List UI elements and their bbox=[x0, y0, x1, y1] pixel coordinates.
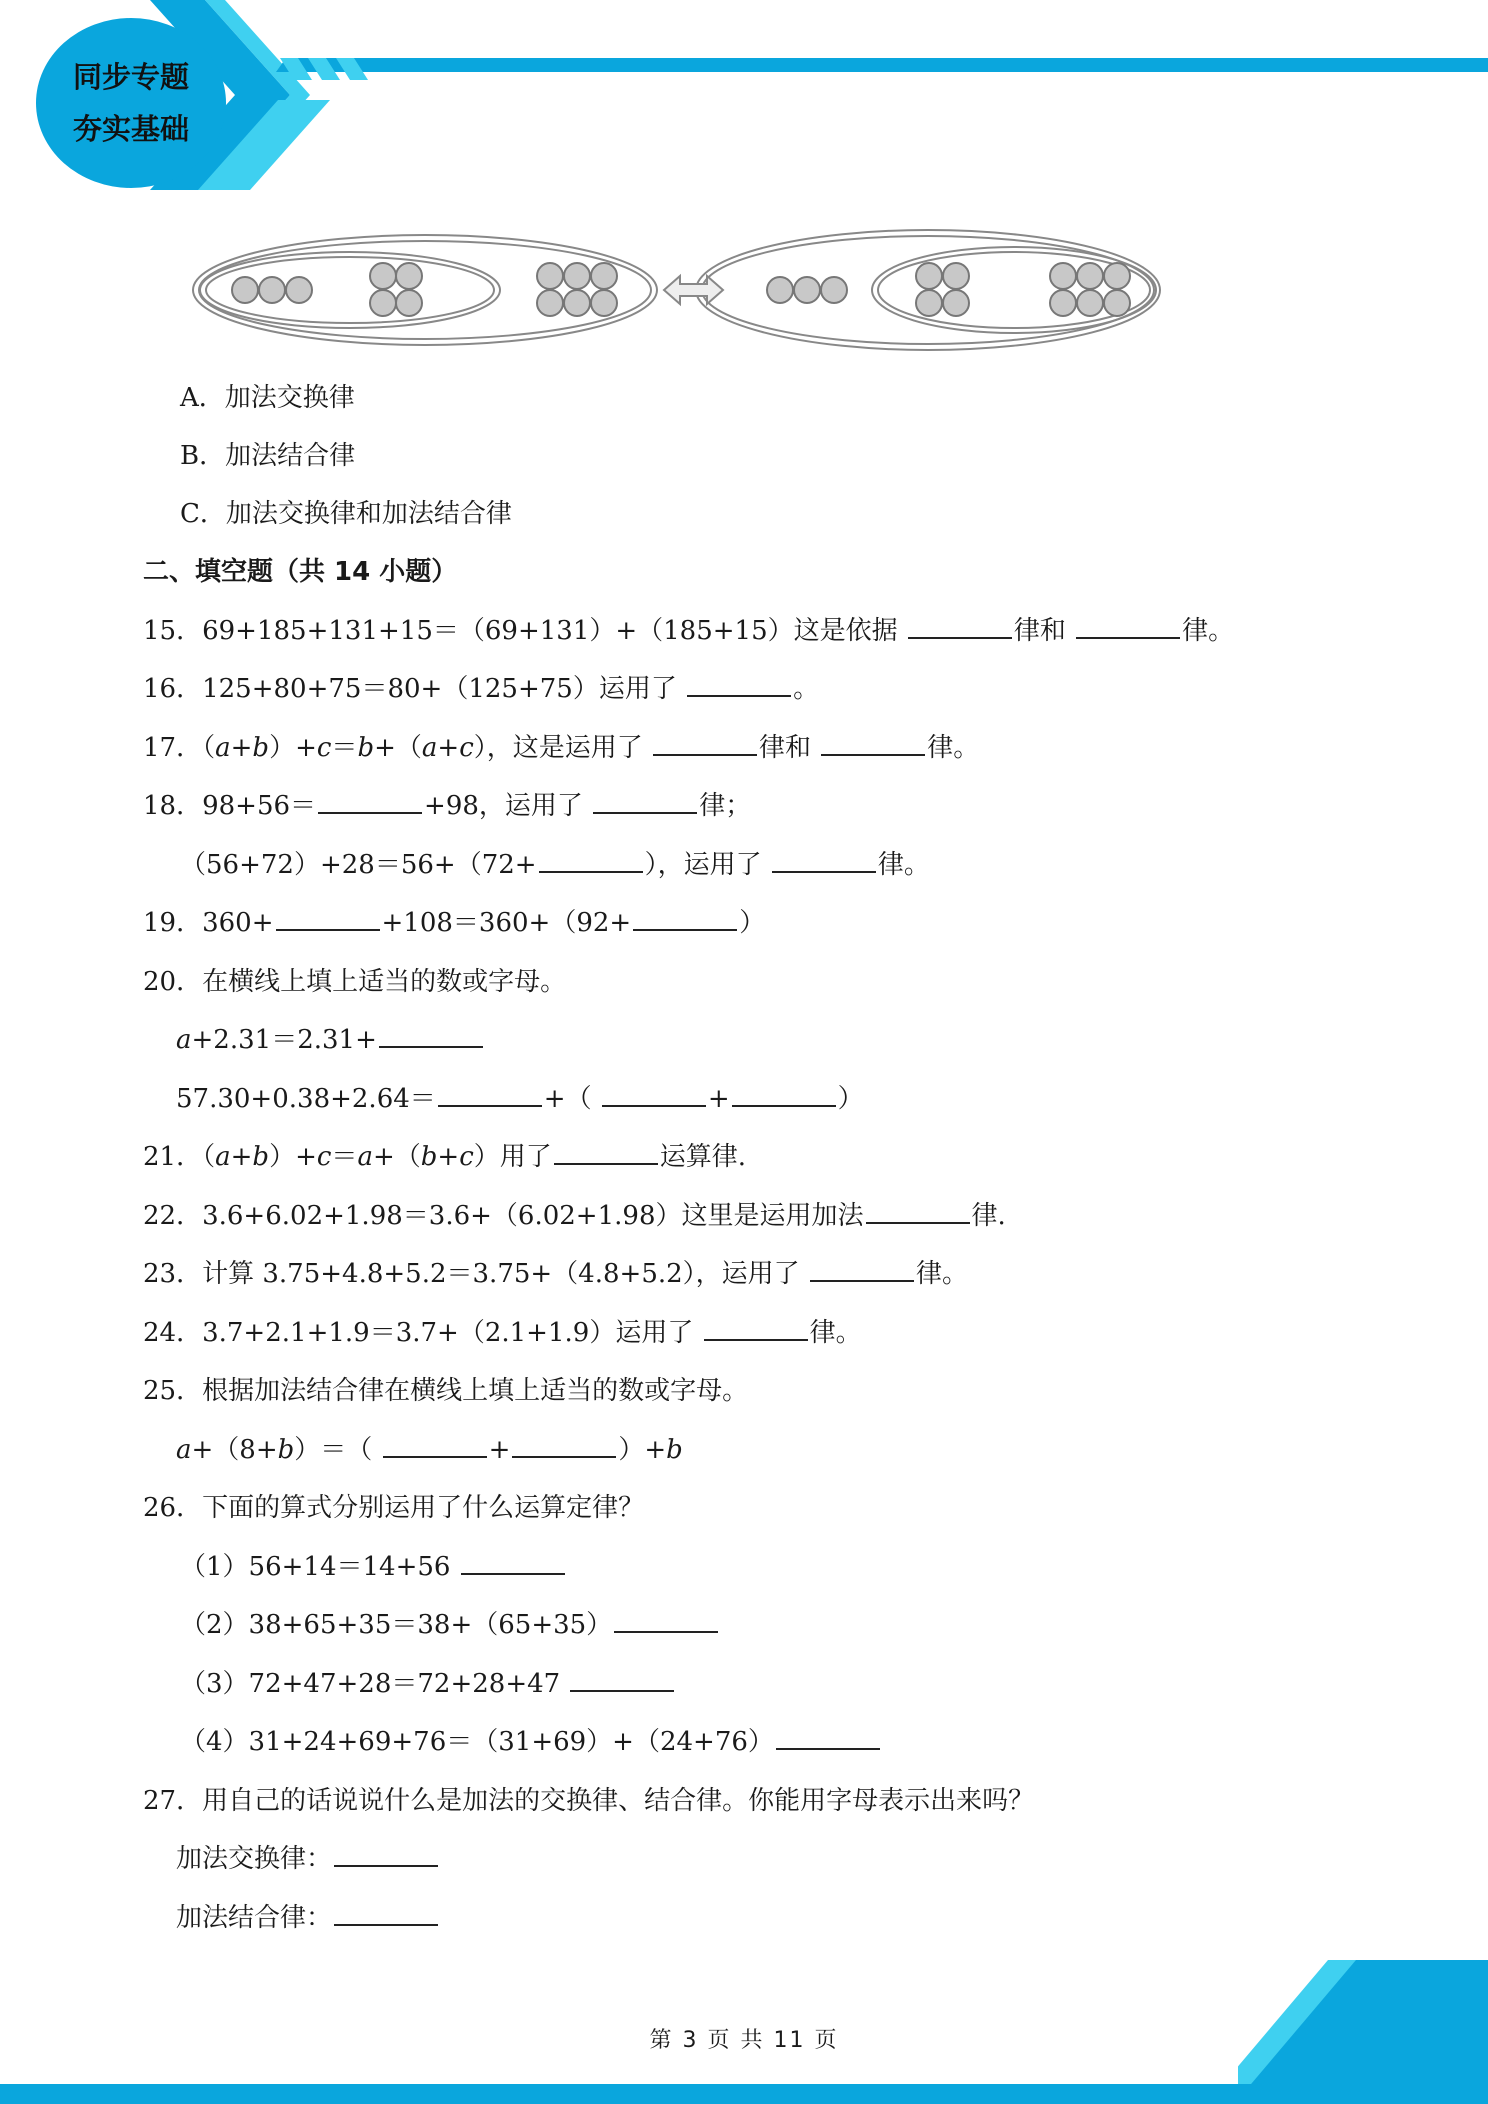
answer-blank[interactable] bbox=[653, 732, 757, 756]
answer-blank[interactable] bbox=[772, 849, 876, 873]
question-26-title: 26．下面的算式分别运用了什么运算定律？ bbox=[143, 1493, 645, 1523]
q16-text: 16．125+80+75＝80+（125+75）运用了 bbox=[143, 674, 686, 704]
var: c bbox=[459, 1142, 474, 1172]
question-25-title: 25．根据加法结合律在横线上填上适当的数或字母。 bbox=[143, 1376, 749, 1406]
q21-op: ）+ bbox=[269, 1142, 317, 1172]
question-18-line-1 bbox=[143, 789, 751, 823]
answer-blank[interactable] bbox=[810, 1258, 914, 1282]
answer-blank[interactable] bbox=[461, 1551, 565, 1575]
q20-text-3: +（ bbox=[543, 1084, 600, 1114]
q26-item-text: （1）56+14＝14+56 bbox=[180, 1552, 459, 1582]
answer-blank[interactable] bbox=[602, 1083, 706, 1107]
question-26-item-1 bbox=[180, 1550, 567, 1584]
answer-blank[interactable] bbox=[687, 673, 791, 697]
question-20-line-1 bbox=[176, 1023, 485, 1057]
var: c bbox=[459, 733, 474, 763]
q21-op: + bbox=[230, 1142, 253, 1172]
question-23 bbox=[143, 1257, 968, 1291]
answer-blank[interactable] bbox=[633, 907, 737, 931]
answer-blank[interactable] bbox=[593, 790, 697, 814]
question-19 bbox=[143, 906, 765, 940]
q21-text: 21．（ bbox=[143, 1142, 216, 1172]
answer-blank[interactable] bbox=[438, 1083, 542, 1107]
q16-text-2: 。 bbox=[793, 674, 820, 704]
var: c bbox=[316, 1142, 332, 1172]
badge-line-1: 同步专题 bbox=[72, 60, 189, 94]
q18-text-2: +98，运用了 bbox=[424, 791, 592, 821]
question-21 bbox=[143, 1140, 746, 1174]
question-27-line-2 bbox=[176, 1901, 440, 1935]
q17-op: ）+ bbox=[269, 733, 317, 763]
question-26-item-2 bbox=[180, 1608, 720, 1642]
double-arrow-icon bbox=[664, 276, 723, 304]
q15-text: 15．69+185+131+15＝（69+131）+（185+15）这是依据 bbox=[143, 616, 906, 646]
footer-bar bbox=[0, 2084, 1488, 2104]
q25-text-3: + bbox=[488, 1435, 511, 1465]
answer-blank[interactable] bbox=[554, 1141, 658, 1165]
answer-blank[interactable] bbox=[821, 732, 925, 756]
var: b bbox=[357, 733, 375, 763]
q17-op: +（ bbox=[374, 733, 422, 763]
question-27-line-1 bbox=[176, 1842, 440, 1876]
var: b bbox=[252, 1142, 270, 1172]
page-number: 第 3 页 共 11 页 bbox=[649, 2028, 839, 2053]
question-17 bbox=[143, 731, 979, 765]
question-26-item-4 bbox=[180, 1725, 882, 1759]
var: a bbox=[421, 733, 438, 763]
q23-text: 23．计算 3.75+4.8+5.2＝3.75+（4.8+5.2），运用了 bbox=[143, 1259, 808, 1289]
answer-blank[interactable] bbox=[276, 907, 380, 931]
addition-law-figure bbox=[180, 215, 1200, 365]
var: a bbox=[357, 1142, 373, 1172]
q21-text-2: 运算律. bbox=[659, 1142, 747, 1172]
q21-op: ＝ bbox=[331, 1142, 358, 1172]
q15-text-3: 律。 bbox=[1182, 616, 1235, 646]
answer-blank[interactable] bbox=[539, 849, 643, 873]
q21-op: ）用了 bbox=[473, 1142, 552, 1172]
q19-text-2: +108＝360+（92+ bbox=[381, 908, 632, 938]
var: b bbox=[420, 1142, 438, 1172]
q18-text-5: ），运用了 bbox=[644, 850, 770, 880]
var: a bbox=[176, 1025, 192, 1055]
answer-blank[interactable] bbox=[1076, 615, 1180, 639]
question-15 bbox=[143, 614, 1234, 648]
answer-blank[interactable] bbox=[908, 615, 1012, 639]
question-22 bbox=[143, 1199, 1006, 1233]
var: b bbox=[252, 733, 270, 763]
question-20-line-2 bbox=[176, 1082, 864, 1116]
option-c: C．加法交换律和加法结合律 bbox=[180, 499, 512, 529]
question-26-item-3 bbox=[180, 1667, 676, 1701]
option-b: B．加法结合律 bbox=[180, 441, 356, 471]
var: c bbox=[316, 733, 332, 763]
answer-blank[interactable] bbox=[318, 790, 422, 814]
q15-text-2: 律和 bbox=[1013, 616, 1075, 646]
var: a bbox=[215, 733, 231, 763]
q27-text: 加法交换律： bbox=[176, 1844, 333, 1874]
q21-op: + bbox=[437, 1142, 460, 1172]
question-24 bbox=[143, 1316, 862, 1350]
q17-text-2: 律和 bbox=[759, 733, 820, 763]
question-16 bbox=[143, 672, 819, 706]
answer-blank[interactable] bbox=[334, 1843, 438, 1867]
topic-badge bbox=[36, 18, 226, 188]
answer-blank[interactable] bbox=[334, 1902, 438, 1926]
q20-text-5: ） bbox=[837, 1084, 864, 1114]
answer-blank[interactable] bbox=[866, 1200, 970, 1224]
answer-blank[interactable] bbox=[704, 1317, 808, 1341]
page-header bbox=[0, 0, 1488, 200]
q19-text-3: ） bbox=[739, 908, 766, 938]
q20-text-4: + bbox=[707, 1084, 730, 1114]
q18-text-6: 律。 bbox=[877, 850, 930, 880]
q20-text: +2.31＝2.31+ bbox=[191, 1025, 377, 1055]
q17-op: + bbox=[437, 733, 460, 763]
q22-text-2: 律. bbox=[971, 1201, 1006, 1231]
q19-text: 19．360+ bbox=[143, 908, 274, 938]
q25-text-2: ）＝（ bbox=[294, 1435, 381, 1465]
answer-blank[interactable] bbox=[379, 1024, 483, 1048]
q26-item-text: （3）72+47+28＝72+28+47 bbox=[180, 1669, 569, 1699]
answer-blank[interactable] bbox=[512, 1434, 616, 1458]
question-18-line-2 bbox=[180, 848, 930, 882]
question-25-line bbox=[176, 1433, 683, 1467]
q17-op: + bbox=[230, 733, 253, 763]
question-27-title: 27．用自己的话说说什么是加法的交换律、结合律。你能用字母表示出来吗？ bbox=[143, 1786, 1035, 1816]
answer-blank[interactable] bbox=[776, 1726, 880, 1750]
q25-text-4: ）+ bbox=[618, 1435, 667, 1465]
q26-item-text: （4）31+24+69+76＝（31+69）+（24+76） bbox=[180, 1727, 774, 1757]
q17-op: ＝ bbox=[331, 733, 358, 763]
answer-blank[interactable] bbox=[383, 1434, 487, 1458]
q18-text-4: （56+72）+28＝56+（72+ bbox=[180, 850, 537, 880]
var: a bbox=[176, 1435, 192, 1465]
q26-item-text: （2）38+65+35＝38+（65+35） bbox=[180, 1610, 613, 1640]
q23-text-2: 律。 bbox=[915, 1259, 968, 1289]
badge-line-2: 夯实基础 bbox=[72, 112, 189, 146]
q24-text-2: 律。 bbox=[809, 1318, 862, 1348]
q25-text: +（8+ bbox=[191, 1435, 278, 1465]
q22-text: 22．3.6+6.02+1.98＝3.6+（6.02+1.98）这里是运用加法 bbox=[143, 1201, 864, 1231]
q18-text: 18．98+56＝ bbox=[143, 791, 317, 821]
var: b bbox=[666, 1435, 683, 1465]
q21-op: +（ bbox=[372, 1142, 421, 1172]
section-title: 二、填空题（共 14 小题） bbox=[143, 557, 458, 587]
answer-blank[interactable] bbox=[570, 1668, 674, 1692]
answer-blank[interactable] bbox=[732, 1083, 836, 1107]
answer-blank[interactable] bbox=[614, 1609, 718, 1633]
q24-text: 24．3.7+2.1+1.9＝3.7+（2.1+1.9）运用了 bbox=[143, 1318, 702, 1348]
option-a: A．加法交换律 bbox=[180, 383, 355, 413]
q27-text-2: 加法结合律： bbox=[176, 1903, 333, 1933]
q20-text-2: 57.30+0.38+2.64＝ bbox=[176, 1084, 436, 1114]
question-20-title: 20．在横线上填上适当的数或字母。 bbox=[143, 967, 567, 997]
q18-text-3: 律； bbox=[699, 791, 752, 821]
q17-text-3: 律。 bbox=[927, 733, 980, 763]
q17-op: ），这是运用了 bbox=[473, 733, 652, 763]
q17-text: 17．（ bbox=[143, 733, 216, 763]
var: a bbox=[215, 1142, 231, 1172]
var: b bbox=[277, 1435, 295, 1465]
